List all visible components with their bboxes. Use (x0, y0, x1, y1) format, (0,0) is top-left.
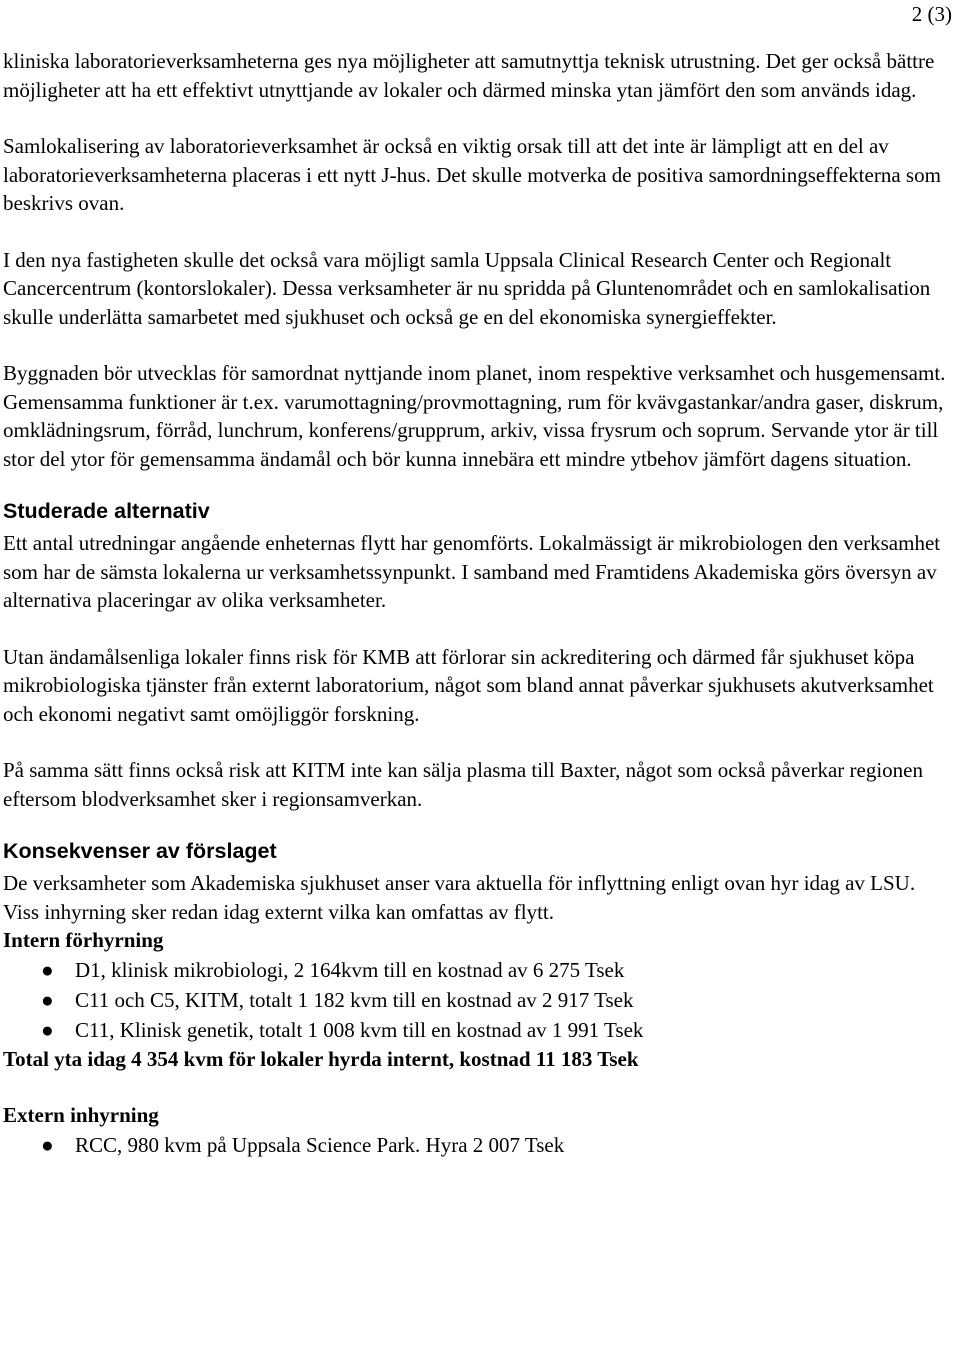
list-item-text: RCC, 980 kvm på Uppsala Science Park. Hyra 2 007 Tsek (75, 1133, 565, 1157)
paragraph-laboratory-equipment: kliniska laboratorieverksamheterna ges nya möjligheter att samutnyttja teknisk utrustning. Det ger också bättre möjligheter att ha ett effektivt utnyttjande av lokaler och därmed minska ytan jämfört den som används idag. (3, 49, 935, 102)
list-item (3, 955, 953, 985)
paragraph-colocation: Samlokalisering av laboratorieverksamhet är också en viktig orsak till att det inte är lämpligt att en del av laboratorieverksamheterna placeras i ett nytt J-hus. Det skulle motverka de positiva samordningseffekterna som beskrivs ovan. (3, 134, 941, 215)
heading-consequences: Konsekvenser av förslaget (3, 839, 277, 863)
bullet-icon: ● (41, 958, 54, 982)
list-item-text: D1, klinisk mikrobiologi, 2 164kvm till en kostnad av 6 275 Tsek (75, 958, 625, 982)
external-rental-list (3, 1130, 953, 1160)
subheading-internal-rental: Intern förhyrning (3, 928, 164, 952)
list-item-text: C11, Klinisk genetik, totalt 1 008 kvm till en kostnad av 1 991 Tsek (75, 1018, 644, 1042)
page-number: 2 (3) (911, 2, 952, 26)
paragraph-accreditation-risk: Utan ändamålsenliga lokaler finns risk för KMB att förlorar sin ackreditering och därmed får sjukhuset köpa mikrobiologiska tjänster från externt laboratorium, något som bland annat påverkar sjukhusets akutverksamhet och ekonomi negativt samt omöjliggör forskning. (3, 644, 934, 726)
paragraph-consequences-intro: De verksamheter som Akademiska sjukhuset anser vara aktuella för inflyttning enligt ovan hyr idag av LSU. Viss inhyrning sker redan idag externt vilka kan omfattas av flytt. (3, 871, 916, 924)
list-item (3, 985, 953, 1015)
list-item-text: C11 och C5, KITM, totalt 1 182 kvm till en kostnad av 2 917 Tsek (75, 988, 634, 1012)
bullet-icon: ● (41, 1133, 54, 1157)
internal-rental-total: Total yta idag 4 354 kvm för lokaler hyrda internt, kostnad 11 183 Tsek (3, 1047, 639, 1071)
paragraph-plasma-risk: På samma sätt finns också risk att KITM inte kan sälja plasma till Baxter, något som också påverkar regionen eftersom blodverksamhet sker i regionsamverkan. (3, 758, 924, 811)
document-body (3, 47, 953, 1160)
subheading-external-rental: Extern inhyrning (3, 1103, 159, 1127)
list-item (3, 1015, 953, 1045)
bullet-icon: ● (41, 988, 54, 1012)
internal-rental-list (3, 955, 953, 1045)
bullet-icon: ● (41, 1018, 54, 1042)
paragraph-new-property: I den nya fastigheten skulle det också vara möjligt samla Uppsala Clinical Research Center och Regionalt Cancercentrum (kontorslokaler). Dessa verksamheter är nu spridda på Gluntenområdet och en samlokalisation skulle underlätta samarbetet med sjukhuset och också ge en del ekonomiska synergieffekter. (3, 247, 931, 329)
paragraph-building-development: Byggnaden bör utvecklas för samordnat nyttjande inom planet, inom respektive verksamhet och husgemensamt. Gemensamma funktioner är t.ex. varumottagning/provmottagning, rum för kvävgastankar/andra gaser, diskrum, omklädningsrum, förråd, lunchrum, konferens/grupprum, arkiv, vissa frysrum och soprum. Servande ytor är till stor del ytor för gemensamma ändamål och bör kunna innebära ett mindre ytbehov jämfört dagens situation. (3, 361, 946, 471)
heading-studied-alternatives: Studerade alternativ (3, 499, 210, 523)
paragraph-investigations: Ett antal utredningar angående enheternas flytt har genomförts. Lokalmässigt är mikrobiologen den verksamhet som har de sämsta lokalerna ur verksamhetssynpunkt. I samband med Framtidens Akademiska görs översyn av alternativa placeringar av olika verksamheter. (3, 531, 941, 612)
list-item (3, 1130, 953, 1160)
